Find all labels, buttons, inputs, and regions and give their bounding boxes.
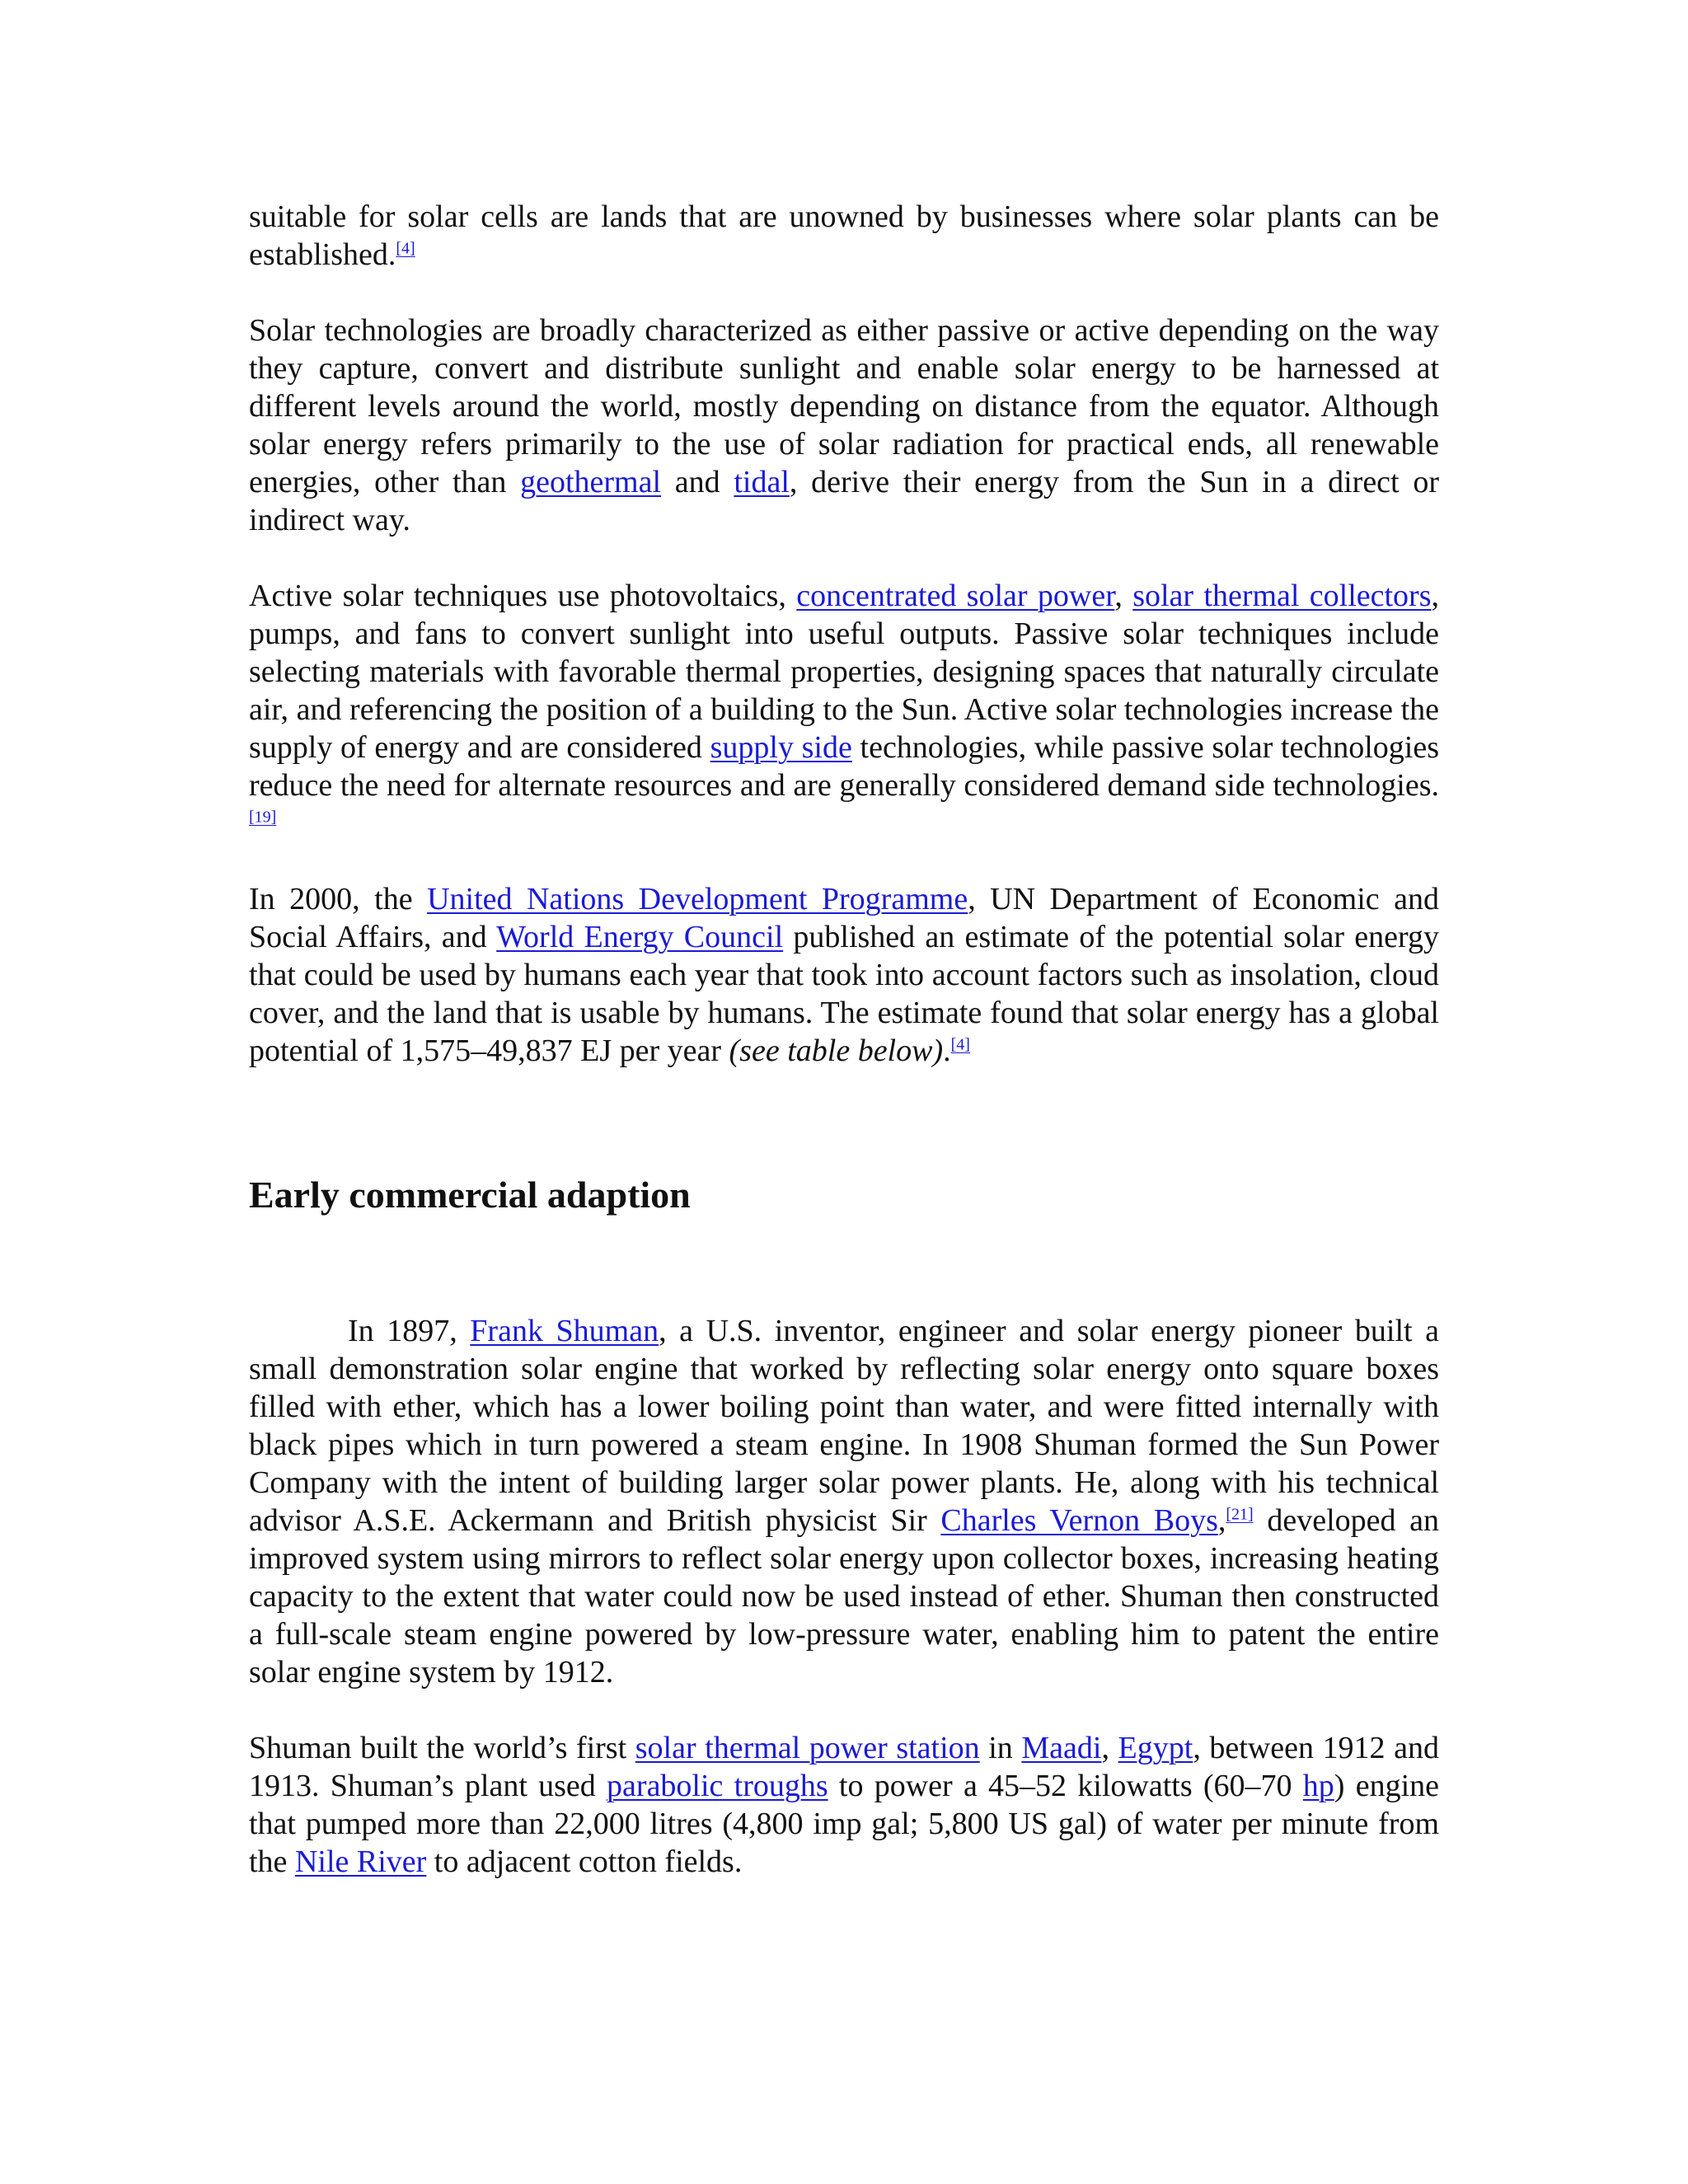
link-maadi[interactable]: Maadi xyxy=(1021,1731,1102,1765)
link-hp[interactable]: hp xyxy=(1302,1769,1334,1803)
paragraph-potential-estimate xyxy=(249,880,1439,1070)
link-frank-shuman[interactable]: Frank Shuman xyxy=(470,1314,659,1348)
paragraph-maadi-station xyxy=(249,1729,1439,1881)
paragraph-text: , a U.S. inventor, engineer and solar energy pioneer built a small demonstration solar engine that worked by reflecting solar energy onto square boxes filled with ether, which has a lower boiling point than water, and were fitted internally with black pipes which in turn powered a steam engine. In 1908 Shuman formed the Sun Power Company with the intent of building larger solar power plants. He, along with his technical advisor A.S.E. Ackermann and British physicist Sir xyxy=(249,1314,1439,1538)
citation-4[interactable] xyxy=(396,239,415,257)
link-parabolic-troughs[interactable]: parabolic troughs xyxy=(607,1769,828,1803)
paragraph-text: to power a 45–52 kilowatts (60–70 xyxy=(828,1769,1303,1803)
paragraph-text: , pumps, and fans to convert sunlight into useful outputs. Passive solar techniques include selecting materials with favorable thermal properties, designing spaces that naturally circulate air, and referencing the position of a building to the Sun. Active solar technologies increase the supply of energy and are considered xyxy=(249,579,1439,765)
link-geothermal[interactable]: geothermal xyxy=(520,465,662,499)
paragraph-text: . xyxy=(943,1033,951,1068)
link-tidal[interactable]: tidal xyxy=(734,465,790,499)
link-nile-river[interactable]: Nile River xyxy=(294,1844,427,1879)
paragraph-text: Active solar techniques use photovoltaics, xyxy=(249,579,797,613)
paragraph-text: to adjacent cotton fields. xyxy=(426,1844,743,1879)
link-solar-thermal-collectors[interactable]: solar thermal collectors xyxy=(1132,579,1432,613)
paragraph-active-solar xyxy=(249,577,1439,842)
citation-4[interactable] xyxy=(951,1035,970,1053)
paragraph-text: In 2000, the xyxy=(249,882,428,916)
paragraph-text: published an estimate of the potential solar energy that could be used by humans each year that took into account factors such as insolation, cloud cover, and the land that is usable by humans. The estimate found that solar energy has a global potential of 1,575–49,837 EJ per year xyxy=(249,920,1439,1068)
paragraph-solar-technologies xyxy=(249,312,1439,539)
paragraph-text: developed an improved system using mirrors to reflect solar energy upon collector boxes, increasing heating capacity to the extent that water could now be used instead of ether. Shuman then constructed a full-scale steam engine powered by low-pressure water, enabling him to patent the entire solar engine system by 1912. xyxy=(249,1503,1439,1690)
paragraph-text: ) engine that pumped more than 22,000 litres (4,800 imp gal; 5,800 US gal) of water per minute from the xyxy=(249,1769,1439,1879)
paragraph-text: , UN Department of Economic and Social Affairs, and xyxy=(249,882,1439,954)
citation-19[interactable] xyxy=(249,808,276,826)
paragraph-text: , xyxy=(1101,1731,1118,1765)
citation-21[interactable] xyxy=(1226,1505,1253,1523)
paragraph-text: , derive their energy from the Sun in a direct or indirect way. xyxy=(249,465,1439,537)
link-world-energy-council[interactable]: World Energy Council xyxy=(496,920,784,954)
paragraph-text: suitable for solar cells are lands that are unowned by businesses where solar plants can be established. xyxy=(249,199,1439,272)
see-table-note: (see table below) xyxy=(729,1033,944,1068)
paragraph-text: Shuman built the world’s first xyxy=(249,1731,635,1765)
citation-link[interactable]: [19] xyxy=(249,808,277,827)
document-page xyxy=(249,198,1439,1919)
paragraph-text: , xyxy=(1114,579,1133,613)
paragraph-text: technologies, while passive solar technologies reduce the need for alternate resources and are generally considered demand side technologies. xyxy=(249,730,1439,803)
link-solar-thermal-power-station[interactable]: solar thermal power station xyxy=(635,1731,980,1765)
link-charles-vernon-boys[interactable]: Charles Vernon Boys xyxy=(940,1503,1218,1538)
paragraph-frank-shuman xyxy=(249,1312,1439,1691)
paragraph-text: and xyxy=(661,465,734,499)
link-supply-side[interactable]: supply side xyxy=(710,730,852,765)
link-undp[interactable]: United Nations Development Programme xyxy=(427,882,968,916)
paragraph-text: , xyxy=(1217,1503,1226,1538)
paragraph-text: in xyxy=(979,1731,1022,1765)
citation-link[interactable]: [4] xyxy=(396,239,415,258)
citation-link[interactable]: [4] xyxy=(950,1035,970,1054)
paragraph-text: , between 1912 and 1913. Shuman’s plant used xyxy=(249,1731,1439,1803)
link-concentrated-solar-power[interactable]: concentrated solar power xyxy=(796,579,1115,613)
paragraph-text: In 1897, xyxy=(348,1314,471,1348)
link-egypt[interactable]: Egypt xyxy=(1118,1731,1193,1765)
paragraph-land-suitability xyxy=(249,198,1439,274)
paragraph-text: Solar technologies are broadly characterized as either passive or active depending on the way they capture, convert and distribute sunlight and enable solar energy to be harnessed at different levels around the world, mostly depending on distance from the equator. Although solar energy refers primarily to the use of solar radiation for practical ends, all renewable energies, other than xyxy=(249,313,1439,499)
citation-link[interactable]: [21] xyxy=(1226,1505,1254,1524)
section-heading: Early commercial adaption xyxy=(249,1174,691,1216)
